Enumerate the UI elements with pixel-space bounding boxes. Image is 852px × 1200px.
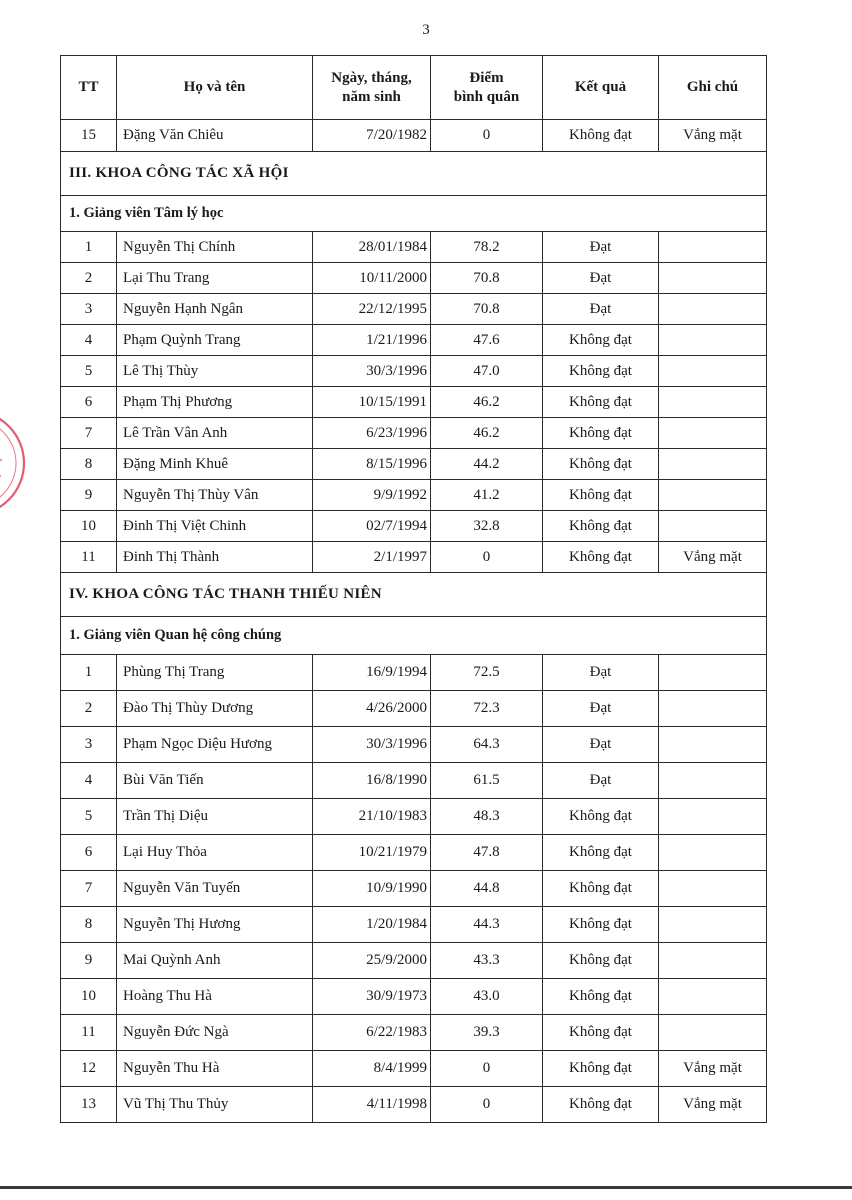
cell-name: Vũ Thị Thu Thủy: [117, 1087, 313, 1123]
cell-name: Mai Quỳnh Anh: [117, 943, 313, 979]
header-note: Ghi chú: [659, 56, 767, 120]
cell-tt: 6: [61, 835, 117, 871]
cell-score: 46.2: [431, 418, 543, 449]
cell-tt: 5: [61, 356, 117, 387]
table-row: [61, 907, 767, 943]
cell-result: Không đạt: [543, 799, 659, 835]
cell-note: [659, 511, 767, 542]
header-name: Họ và tên: [117, 56, 313, 120]
cell-note: [659, 943, 767, 979]
cell-dob: 1/20/1984: [313, 907, 431, 943]
table-row: [61, 449, 767, 480]
cell-note: [659, 263, 767, 294]
table-row: [61, 655, 767, 691]
cell-result: Đạt: [543, 655, 659, 691]
subsection-heading-row: [61, 617, 767, 655]
cell-tt: 6: [61, 387, 117, 418]
cell-score: 44.8: [431, 871, 543, 907]
cell-result: Không đạt: [543, 356, 659, 387]
cell-dob: 4/11/1998: [313, 1087, 431, 1123]
cell-name: Phùng Thị Trang: [117, 655, 313, 691]
cell-note: [659, 449, 767, 480]
cell-note: [659, 294, 767, 325]
cell-dob: 10/21/1979: [313, 835, 431, 871]
cell-name: Lê Trần Vân Anh: [117, 418, 313, 449]
table-row: [61, 325, 767, 356]
cell-dob: 28/01/1984: [313, 232, 431, 263]
cell-name: Bùi Văn Tiến: [117, 763, 313, 799]
table-row: [61, 727, 767, 763]
cell-dob: 1/21/1996: [313, 325, 431, 356]
cell-result: Không đạt: [543, 835, 659, 871]
cell-name: Lê Thị Thùy: [117, 356, 313, 387]
subsection-title: 1. Giảng viên Quan hệ công chúng: [61, 617, 767, 655]
cell-name: Nguyễn Thị Thùy Vân: [117, 480, 313, 511]
cell-dob: 10/15/1991: [313, 387, 431, 418]
cell-name: Nguyễn Thị Chính: [117, 232, 313, 263]
cell-name: Trần Thị Diệu: [117, 799, 313, 835]
cell-score: 47.6: [431, 325, 543, 356]
cell-result: Không đạt: [543, 542, 659, 573]
section-heading-row: [61, 573, 767, 617]
cell-result: Không đạt: [543, 1087, 659, 1123]
cell-dob: 6/22/1983: [313, 1015, 431, 1051]
cell-dob: 9/9/1992: [313, 480, 431, 511]
section-heading-row: [61, 152, 767, 196]
results-table-container: [60, 55, 766, 1123]
cell-score: 70.8: [431, 294, 543, 325]
cell-score: 44.2: [431, 449, 543, 480]
cell-tt: 10: [61, 511, 117, 542]
cell-note: [659, 655, 767, 691]
cell-score: 64.3: [431, 727, 543, 763]
cell-score: 0: [431, 1087, 543, 1123]
cell-name: Đinh Thị Việt Chinh: [117, 511, 313, 542]
cell-dob: 8/15/1996: [313, 449, 431, 480]
cell-score: 32.8: [431, 511, 543, 542]
cell-tt: 7: [61, 418, 117, 449]
cell-name: Đinh Thị Thành: [117, 542, 313, 573]
cell-score: 78.2: [431, 232, 543, 263]
red-seal-stamp: [0, 398, 28, 528]
cell-tt: 13: [61, 1087, 117, 1123]
cell-tt: 4: [61, 763, 117, 799]
cell-tt: 15: [61, 120, 117, 152]
cell-name: Phạm Ngọc Diệu Hương: [117, 727, 313, 763]
table-row: [61, 263, 767, 294]
table-row: [61, 691, 767, 727]
cell-note: [659, 763, 767, 799]
header-tt: TT: [61, 56, 117, 120]
cell-result: Không đạt: [543, 943, 659, 979]
cell-note: [659, 356, 767, 387]
cell-tt: 11: [61, 542, 117, 573]
subsection-heading-row: [61, 196, 767, 232]
cell-dob: 30/9/1973: [313, 979, 431, 1015]
cell-score: 43.3: [431, 943, 543, 979]
cell-dob: 02/7/1994: [313, 511, 431, 542]
table-row: [61, 480, 767, 511]
header-row: [61, 56, 767, 120]
cell-note: [659, 1015, 767, 1051]
cell-result: Đạt: [543, 263, 659, 294]
cell-name: Đặng Văn Chiêu: [117, 120, 313, 152]
cell-tt: 3: [61, 727, 117, 763]
cell-score: 61.5: [431, 763, 543, 799]
cell-tt: 9: [61, 480, 117, 511]
cell-dob: 30/3/1996: [313, 727, 431, 763]
cell-dob: 16/8/1990: [313, 763, 431, 799]
table-row: [61, 799, 767, 835]
cell-score: 47.8: [431, 835, 543, 871]
cell-name: Nguyễn Thị Hương: [117, 907, 313, 943]
cell-tt: 11: [61, 1015, 117, 1051]
table-row: [61, 356, 767, 387]
cell-score: 43.0: [431, 979, 543, 1015]
header-dob: Ngày, tháng, năm sinh: [313, 56, 431, 120]
cell-score: 44.3: [431, 907, 543, 943]
table-row: [61, 1015, 767, 1051]
cell-tt: 7: [61, 871, 117, 907]
section4-rows: [61, 655, 767, 1123]
table-row: [61, 542, 767, 573]
cell-score: 72.3: [431, 691, 543, 727]
cell-score: 0: [431, 542, 543, 573]
table-row: [61, 835, 767, 871]
cell-note: [659, 325, 767, 356]
cell-note: [659, 907, 767, 943]
table-row: [61, 979, 767, 1015]
cell-score: 39.3: [431, 1015, 543, 1051]
cell-tt: 9: [61, 943, 117, 979]
cell-tt: 4: [61, 325, 117, 356]
table-row: [61, 418, 767, 449]
cell-tt: 2: [61, 263, 117, 294]
cell-dob: 4/26/2000: [313, 691, 431, 727]
cell-tt: 8: [61, 449, 117, 480]
table-row: [61, 232, 767, 263]
cell-note: [659, 691, 767, 727]
cell-tt: 5: [61, 799, 117, 835]
cell-name: Đặng Minh Khuê: [117, 449, 313, 480]
cell-result: Không đạt: [543, 1051, 659, 1087]
cell-name: Phạm Thị Phương: [117, 387, 313, 418]
header-score: Điểm bình quân: [431, 56, 543, 120]
cell-result: Không đạt: [543, 449, 659, 480]
cell-dob: 16/9/1994: [313, 655, 431, 691]
cell-note: [659, 418, 767, 449]
cell-note: [659, 727, 767, 763]
cell-name: Đào Thị Thùy Dương: [117, 691, 313, 727]
cell-dob: 6/23/1996: [313, 418, 431, 449]
cell-tt: 2: [61, 691, 117, 727]
cell-tt: 12: [61, 1051, 117, 1087]
cell-note: [659, 480, 767, 511]
cell-dob: 8/4/1999: [313, 1051, 431, 1087]
page-number: 3: [422, 22, 430, 38]
cell-note: Vắng mặt: [659, 1051, 767, 1087]
cell-dob: 25/9/2000: [313, 943, 431, 979]
table-row: [61, 763, 767, 799]
cell-dob: 30/3/1996: [313, 356, 431, 387]
cell-score: 72.5: [431, 655, 543, 691]
cell-note: [659, 871, 767, 907]
cell-result: Không đạt: [543, 387, 659, 418]
results-table: [60, 55, 767, 1123]
header-result: Kết quả: [543, 56, 659, 120]
cell-tt: 8: [61, 907, 117, 943]
scan-bottom-edge: [0, 1186, 852, 1189]
cell-note: [659, 835, 767, 871]
table-row: [61, 943, 767, 979]
cell-score: 70.8: [431, 263, 543, 294]
cell-score: 0: [431, 120, 543, 152]
cell-note: [659, 387, 767, 418]
cell-name: Phạm Quỳnh Trang: [117, 325, 313, 356]
cell-result: Không đạt: [543, 907, 659, 943]
cell-score: 41.2: [431, 480, 543, 511]
cell-note: [659, 979, 767, 1015]
cell-note: Vắng mặt: [659, 542, 767, 573]
cell-score: 48.3: [431, 799, 543, 835]
cell-score: 0: [431, 1051, 543, 1087]
cell-result: Không đạt: [543, 1015, 659, 1051]
cell-note: [659, 799, 767, 835]
cell-dob: 10/9/1990: [313, 871, 431, 907]
cell-tt: 1: [61, 232, 117, 263]
cell-result: Đạt: [543, 763, 659, 799]
table-row: [61, 1051, 767, 1087]
table-row: [61, 1087, 767, 1123]
cell-note: [659, 232, 767, 263]
cell-result: Không đạt: [543, 325, 659, 356]
cell-name: Lại Huy Thỏa: [117, 835, 313, 871]
table-row: [61, 120, 767, 152]
cell-result: Đạt: [543, 691, 659, 727]
cell-score: 47.0: [431, 356, 543, 387]
cell-name: Nguyễn Thu Hà: [117, 1051, 313, 1087]
cell-note: Vắng mặt: [659, 120, 767, 152]
cell-result: Không đạt: [543, 418, 659, 449]
cell-name: Nguyễn Hạnh Ngân: [117, 294, 313, 325]
cell-result: Không đạt: [543, 480, 659, 511]
cell-result: Đạt: [543, 727, 659, 763]
subsection-title: 1. Giảng viên Tâm lý học: [61, 196, 767, 232]
cell-dob: 21/10/1983: [313, 799, 431, 835]
section-title: III. KHOA CÔNG TÁC XÃ HỘI: [61, 152, 767, 196]
table-row: [61, 511, 767, 542]
cell-dob: 10/11/2000: [313, 263, 431, 294]
cell-name: Hoàng Thu Hà: [117, 979, 313, 1015]
table-row: [61, 294, 767, 325]
cell-tt: 3: [61, 294, 117, 325]
table-row: [61, 871, 767, 907]
cell-name: Nguyễn Văn Tuyến: [117, 871, 313, 907]
cell-result: Không đạt: [543, 871, 659, 907]
cell-note: Vắng mặt: [659, 1087, 767, 1123]
cell-result: Đạt: [543, 294, 659, 325]
section3-rows: [61, 232, 767, 573]
cell-dob: 2/1/1997: [313, 542, 431, 573]
cell-result: Không đạt: [543, 120, 659, 152]
table-row: [61, 387, 767, 418]
cell-dob: 22/12/1995: [313, 294, 431, 325]
cell-tt: 10: [61, 979, 117, 1015]
cell-tt: 1: [61, 655, 117, 691]
cell-result: Đạt: [543, 232, 659, 263]
cell-result: Không đạt: [543, 511, 659, 542]
cell-name: Lại Thu Trang: [117, 263, 313, 294]
cell-dob: 7/20/1982: [313, 120, 431, 152]
section-title: IV. KHOA CÔNG TÁC THANH THIẾU NIÊN: [61, 573, 767, 617]
cell-result: Không đạt: [543, 979, 659, 1015]
cell-score: 46.2: [431, 387, 543, 418]
cell-name: Nguyễn Đức Ngà: [117, 1015, 313, 1051]
